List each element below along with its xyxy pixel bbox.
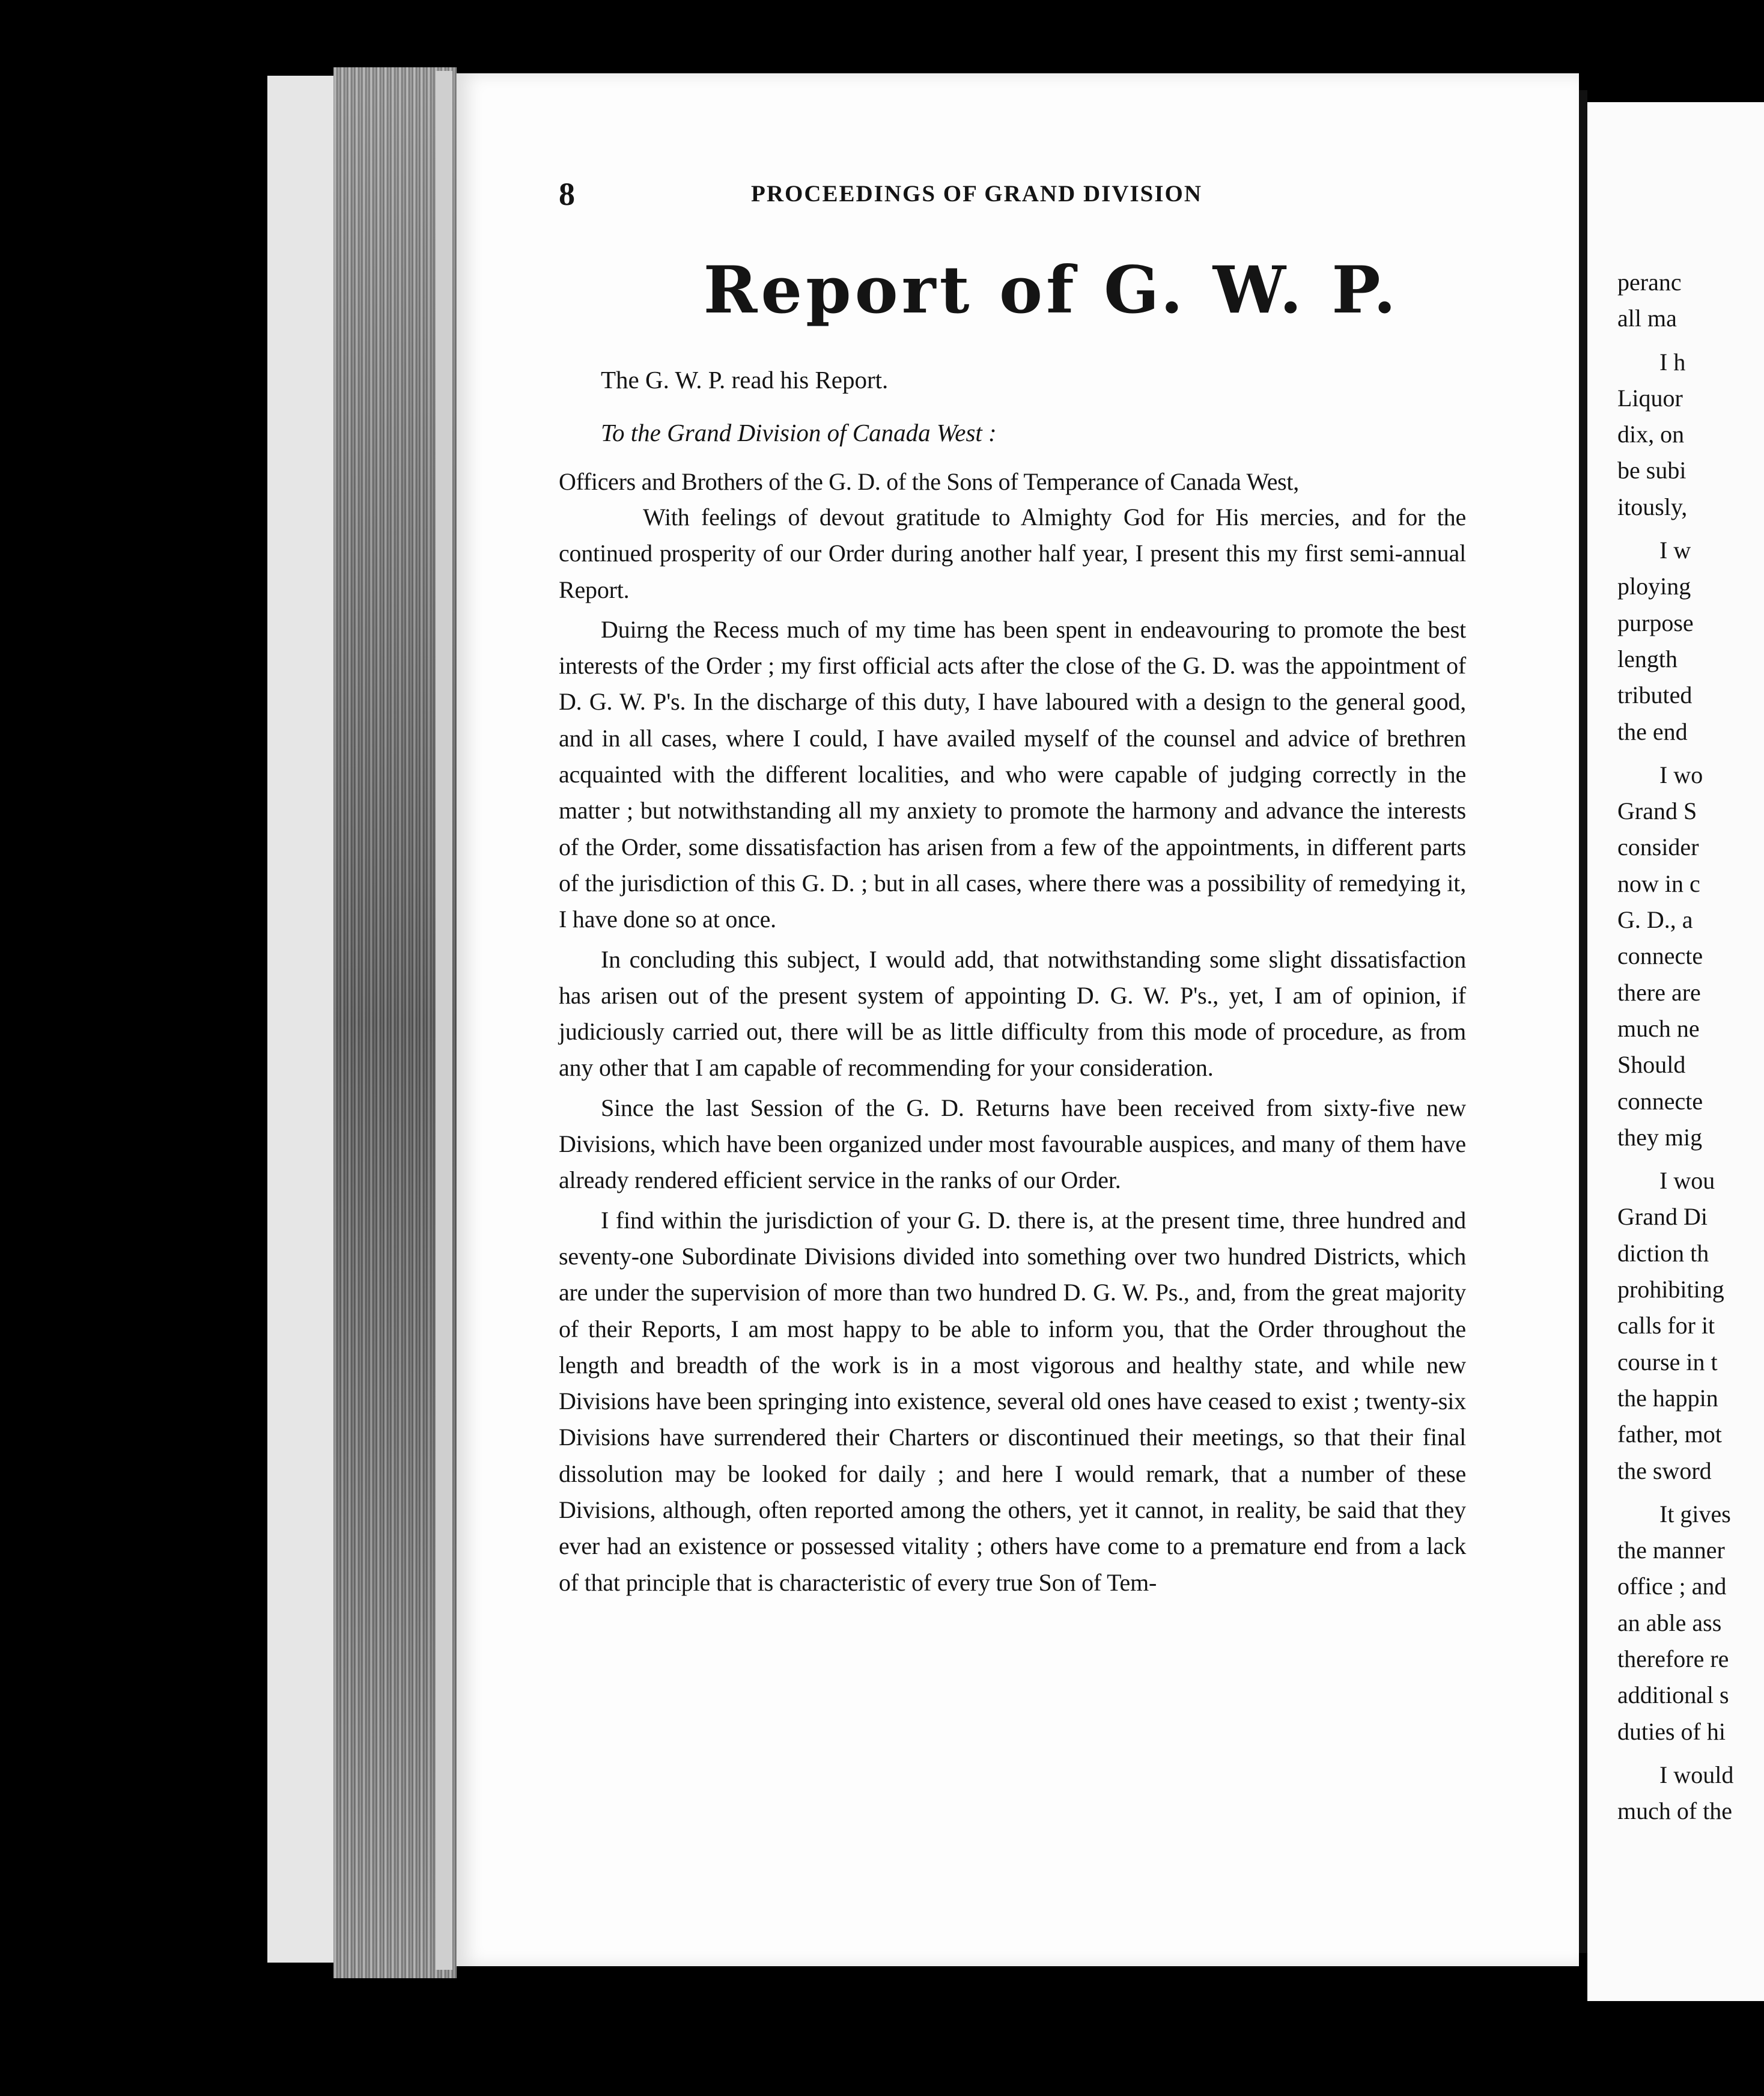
text-fragment: I h [1659, 348, 1686, 376]
text-fragment: It gives [1659, 1500, 1731, 1528]
book-cover-edge [267, 76, 333, 1963]
text-fragment: the happin [1617, 1384, 1718, 1412]
body-paragraph: Duirng the Recess much of my time has been spent in endeavouring to promote the best interests of the Order ; my first official acts after the close of the G. D. was the appointment of D. G. W. P's. In the discharge of this duty, I have laboured with a design to the general good, and in all cases, where I could, I have availed myself of the counsel and advice of brethren acquainted with the different localities, and who were capable of judging correctly in the matter ; but notwithstanding all my anxiety to promote the harmony and advance the interests of the Order, some dissatisfaction has arisen from a few of the appointments, in different parts of the jurisdiction of this G. D. ; but in all cases, where there was a possibility of remedying it, I have done so at once. [559, 615, 1466, 933]
running-head [559, 175, 1466, 224]
text-fragment: additional s [1617, 1681, 1729, 1709]
text-fragment: Grand Di [1617, 1203, 1708, 1231]
body-paragraph: In concluding this subject, I would add, that notwithstanding some slight dissatisfaction has arisen out of the present system of appointing D. G. W. P's., yet, I am of opinion, if judiciously carried out, there will be as little difficulty from this mode of procedure, as from any other that I am capable of recommending for your consideration. [559, 945, 1466, 1082]
text-fragment: therefore re [1617, 1645, 1729, 1672]
text-fragment: Liquor [1617, 384, 1683, 412]
text-fragment: duties of hi [1617, 1717, 1726, 1745]
text-fragment: prohibiting [1617, 1276, 1724, 1303]
text-fragment: there are [1617, 978, 1701, 1006]
text-fragment: peranc [1617, 269, 1682, 296]
body-paragraph: I find within the jurisdiction of your G. D. there is, at the present time, three hundred and seventy-one Subordinate Divisions divided into something over two hundred Districts, which are under the supervision of more than two hundred D. G. W. Ps., and, from the great majority of their Reports, I am most happy to be able to inform you, that the Order throughout the length and breadth of the work is in a most vigorous and healthy state, and while new Divisions have been springing into existence, several old ones have ceased to exist ; twenty-six Divisions have surrendered their Charters or discontinued their meetings, so that their final dissolution may be looked for daily ; and here I would remark, that a number of these Divisions, although, often reported among the others, yet it cannot, in reality, be said that they ever had an existence or possessed vitality ; others have come to a premature end from a lack of that principle that is characteristic of every true Son of Tem- [559, 1206, 1466, 1596]
text-fragment: Grand S [1617, 797, 1697, 825]
text-fragment: be subi [1617, 457, 1686, 484]
text-fragment: I wo [1659, 761, 1703, 788]
text-fragment: diction th [1617, 1239, 1709, 1267]
text-fragment: I wou [1659, 1167, 1715, 1195]
right-page-sliver [1587, 102, 1764, 2001]
salutation: Officers and Brothers of the G. D. of the Sons of Temperance of Canada West, [559, 468, 1299, 495]
text-fragment: much of the [1617, 1797, 1733, 1825]
text-fragment: purpose [1617, 609, 1694, 636]
book-inner-edge [436, 71, 452, 1970]
text-fragment: tributed [1617, 681, 1693, 709]
text-fragment: consider [1617, 833, 1699, 861]
text-fragment: office ; and [1617, 1573, 1727, 1600]
text-fragment: all ma [1617, 305, 1677, 332]
text-fragment: the sword [1617, 1457, 1712, 1484]
text-fragment: I would [1659, 1761, 1734, 1788]
text-fragment: Should [1617, 1051, 1686, 1079]
right-page-content [1617, 264, 1764, 1829]
text-fragment: ploying [1617, 573, 1691, 600]
page-number: 8 [559, 176, 575, 212]
text-fragment: length [1617, 645, 1677, 672]
text-fragment: an able ass [1617, 1609, 1722, 1636]
report-title: Report of G. W. P. [703, 252, 1400, 328]
text-fragment: the manner [1617, 1537, 1725, 1564]
body-paragraph: With feelings of devout gratitude to Almighty God for His mercies, and for the continued prosperity of our Order during another half year, I present this my first semi-annual Report. [559, 504, 1466, 603]
text-fragment: the end [1617, 717, 1688, 745]
text-fragment: now in c [1617, 870, 1700, 897]
left-page [457, 73, 1579, 1966]
text-fragment: connecte [1617, 1087, 1703, 1115]
body-paragraph: Since the last Session of the G. D. Returns have been received from sixty-five new Divisions, which have been organized under most favourable auspices, and many of them have already rendered efficient service in the ranks of our Order. [559, 1094, 1466, 1194]
text-fragment: itously, [1617, 493, 1688, 520]
left-page-content [559, 175, 1466, 1601]
text-fragment: they mig [1617, 1123, 1703, 1151]
text-fragment: G. D., a [1617, 906, 1693, 934]
intro-line: The G. W. P. read his Report. [601, 366, 889, 394]
running-head-title: PROCEEDINGS OF GRAND DIVISION [751, 181, 1203, 207]
text-fragment: course in t [1617, 1348, 1718, 1375]
book-gutter [1579, 90, 1587, 1953]
text-fragment: father, mot [1617, 1421, 1722, 1448]
text-fragment: much ne [1617, 1014, 1700, 1042]
address-line: To the Grand Division of Canada West : [601, 419, 997, 446]
text-fragment: calls for it [1617, 1312, 1715, 1339]
text-fragment: dix, on [1617, 421, 1685, 448]
text-fragment: I w [1659, 537, 1691, 564]
text-fragment: connecte [1617, 942, 1703, 970]
